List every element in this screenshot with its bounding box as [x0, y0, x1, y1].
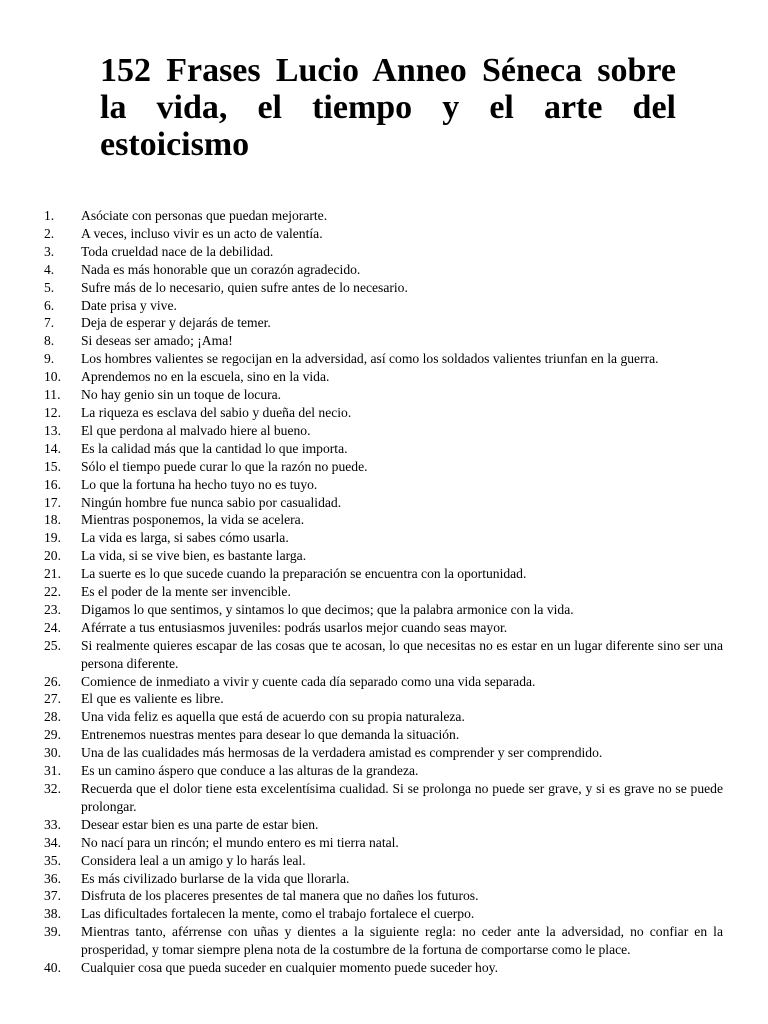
quote-item [0, 386, 768, 404]
quote-text: Digamos lo que sentimos, y sintamos lo que decimos; que la palabra armonice con la vida. [81, 601, 574, 617]
quote-text: Nada es más honorable que un corazón agradecido. [81, 261, 361, 277]
quote-text: Deja de esperar y dejarás de temer. [81, 315, 271, 331]
quote-text: No nací para un rincón; el mundo entero es mi tierra natal. [81, 834, 399, 850]
quote-item [0, 547, 768, 565]
quote-item [0, 243, 768, 261]
quote-item [0, 619, 768, 637]
quote-item [0, 529, 768, 547]
quote-item [0, 458, 768, 476]
quote-number: 30. [44, 745, 61, 761]
quote-number: 16. [44, 476, 61, 492]
quote-item [0, 870, 768, 888]
quote-number: 40. [44, 960, 61, 976]
quote-number: 35. [44, 852, 61, 868]
quote-text: Mientras tanto, aférrense con uñas y dientes a la siguiente regla: no ceder ante la adversidad, no confiar en la prosperidad, y tomar siempre plena nota de la costumbre de la fortuna de comportarse como le place. [81, 924, 723, 958]
quote-text: Es la calidad más que la cantidad lo que importa. [81, 440, 348, 456]
quote-text: Toda crueldad nace de la debilidad. [81, 243, 274, 259]
quote-text: Una de las cualidades más hermosas de la verdadera amistad es comprender y ser comprendido. [81, 745, 603, 761]
quote-item [0, 816, 768, 834]
quote-item [0, 744, 768, 762]
quote-number: 36. [44, 870, 61, 886]
quote-item [0, 923, 768, 959]
quote-number: 24. [44, 619, 61, 635]
quote-text: Disfruta de los placeres presentes de tal manera que no dañes los futuros. [81, 888, 479, 904]
quote-text: La suerte es lo que sucede cuando la preparación se encuentra con la oportunidad. [81, 566, 527, 582]
quote-item [0, 583, 768, 601]
document-title: 152 Frases Lucio Anneo Séneca sobre la vida, el tiempo y el arte del estoicismo [100, 52, 676, 163]
quote-item [0, 350, 768, 368]
quote-text: La vida, si se vive bien, es bastante larga. [81, 548, 307, 564]
quote-item [0, 637, 768, 673]
quote-number: 1. [44, 208, 55, 223]
quote-number: 17. [44, 494, 61, 510]
quote-text: Comience de inmediato a vivir y cuente cada día separado como una vida separada. [81, 673, 536, 689]
quote-item [0, 440, 768, 458]
quote-number: 20. [44, 548, 61, 564]
quote-number: 26. [44, 673, 61, 689]
quote-number: 39. [44, 924, 61, 940]
quote-number: 31. [44, 763, 61, 779]
quote-text: Lo que la fortuna ha hecho tuyo no es tuyo. [81, 476, 318, 492]
quote-text: Ningún hombre fue nunca sabio por casualidad. [81, 494, 342, 510]
quote-item [0, 261, 768, 279]
quote-text: No hay genio sin un toque de locura. [81, 387, 282, 403]
quote-list [0, 207, 768, 977]
quote-item [0, 279, 768, 297]
quote-number: 3. [44, 243, 55, 259]
quote-text: La riqueza es esclava del sabio y dueña del necio. [81, 404, 352, 420]
quote-text: Aprendemos no en la escuela, sino en la vida. [81, 369, 330, 385]
quote-item [0, 780, 768, 816]
quote-number: 27. [44, 691, 61, 707]
quote-number: 23. [44, 601, 61, 617]
quote-number: 18. [44, 512, 61, 528]
quote-text: Es un camino áspero que conduce a las alturas de la grandeza. [81, 763, 419, 779]
quote-item [0, 887, 768, 905]
quote-number: 37. [44, 888, 61, 904]
quote-number: 8. [44, 333, 55, 349]
quote-text: Los hombres valientes se regocijan en la adversidad, así como los soldados valientes triunfan en la guerra. [81, 351, 659, 367]
quote-text: Una vida feliz es aquella que está de acuerdo con su propia naturaleza. [81, 709, 465, 725]
quote-item [0, 422, 768, 440]
quote-text: Recuerda que el dolor tiene esta excelentísima cualidad. Si se prolonga no puede ser grave, y si es grave no se puede prolongar. [81, 781, 723, 814]
quote-item [0, 690, 768, 708]
quote-item [0, 601, 768, 619]
quote-number: 38. [44, 906, 61, 922]
quote-number: 2. [44, 225, 55, 241]
quote-item [0, 511, 768, 529]
quote-text: A veces, incluso vivir es un acto de valentía. [81, 225, 323, 241]
quote-text: Considera leal a un amigo y lo harás leal. [81, 852, 306, 868]
quote-item [0, 207, 768, 225]
quote-text: El que perdona al malvado hiere al bueno. [81, 422, 311, 438]
quote-number: 13. [44, 422, 61, 438]
quote-number: 25. [44, 637, 61, 653]
quote-number: 15. [44, 458, 61, 474]
quote-text: Cualquier cosa que pueda suceder en cualquier momento puede suceder hoy. [81, 960, 498, 976]
quote-number: 10. [44, 369, 61, 385]
quote-item [0, 726, 768, 744]
quote-item [0, 404, 768, 422]
quote-text: Asóciate con personas que puedan mejorarte. [81, 208, 328, 223]
quote-item [0, 225, 768, 243]
quote-number: 12. [44, 404, 61, 420]
quote-number: 4. [44, 261, 55, 277]
quote-number: 28. [44, 709, 61, 725]
quote-text: Si realmente quieres escapar de las cosas que te acosan, lo que necesitas no es estar en un lugar diferente sino ser una persona diferente. [81, 637, 723, 671]
quote-number: 19. [44, 530, 61, 546]
quote-number: 22. [44, 584, 61, 600]
quote-number: 11. [44, 387, 61, 403]
quote-item [0, 673, 768, 691]
quote-text: Aférrate a tus entusiasmos juveniles: podrás usarlos mejor cuando seas mayor. [81, 619, 508, 635]
quote-text: El que es valiente es libre. [81, 691, 224, 707]
quote-number: 14. [44, 440, 61, 456]
quote-text: Mientras posponemos, la vida se acelera. [81, 512, 305, 528]
quote-text: Sólo el tiempo puede curar lo que la razón no puede. [81, 458, 368, 474]
quote-item [0, 708, 768, 726]
quote-item [0, 762, 768, 780]
quote-number: 7. [44, 315, 55, 331]
quote-item [0, 834, 768, 852]
quote-text: Desear estar bien es una parte de estar bien. [81, 816, 319, 832]
quote-item [0, 852, 768, 870]
quote-item [0, 332, 768, 350]
quote-number: 33. [44, 816, 61, 832]
quote-item [0, 368, 768, 386]
quote-item [0, 959, 768, 977]
quote-text: Es el poder de la mente ser invencible. [81, 584, 291, 600]
quote-item [0, 905, 768, 923]
quote-text: La vida es larga, si sabes cómo usarla. [81, 530, 289, 546]
quote-number: 29. [44, 727, 61, 743]
quote-text: Si deseas ser amado; ¡Ama! [81, 333, 233, 349]
quote-text: Date prisa y vive. [81, 297, 177, 313]
quote-text: Las dificultades fortalecen la mente, como el trabajo fortalece el cuerpo. [81, 906, 475, 922]
quote-number: 21. [44, 566, 61, 582]
quote-number: 9. [44, 351, 55, 367]
quote-text: Entrenemos nuestras mentes para desear lo que demanda la situación. [81, 727, 460, 743]
quote-number: 6. [44, 297, 55, 313]
quote-text: Sufre más de lo necesario, quien sufre antes de lo necesario. [81, 279, 408, 295]
quote-number: 32. [44, 781, 61, 796]
quote-item [0, 565, 768, 583]
quote-item [0, 476, 768, 494]
quote-item [0, 314, 768, 332]
quote-number: 34. [44, 834, 61, 850]
quote-number: 5. [44, 279, 55, 295]
quote-item [0, 494, 768, 512]
quote-item [0, 297, 768, 315]
quote-text: Es más civilizado burlarse de la vida que llorarla. [81, 870, 350, 886]
